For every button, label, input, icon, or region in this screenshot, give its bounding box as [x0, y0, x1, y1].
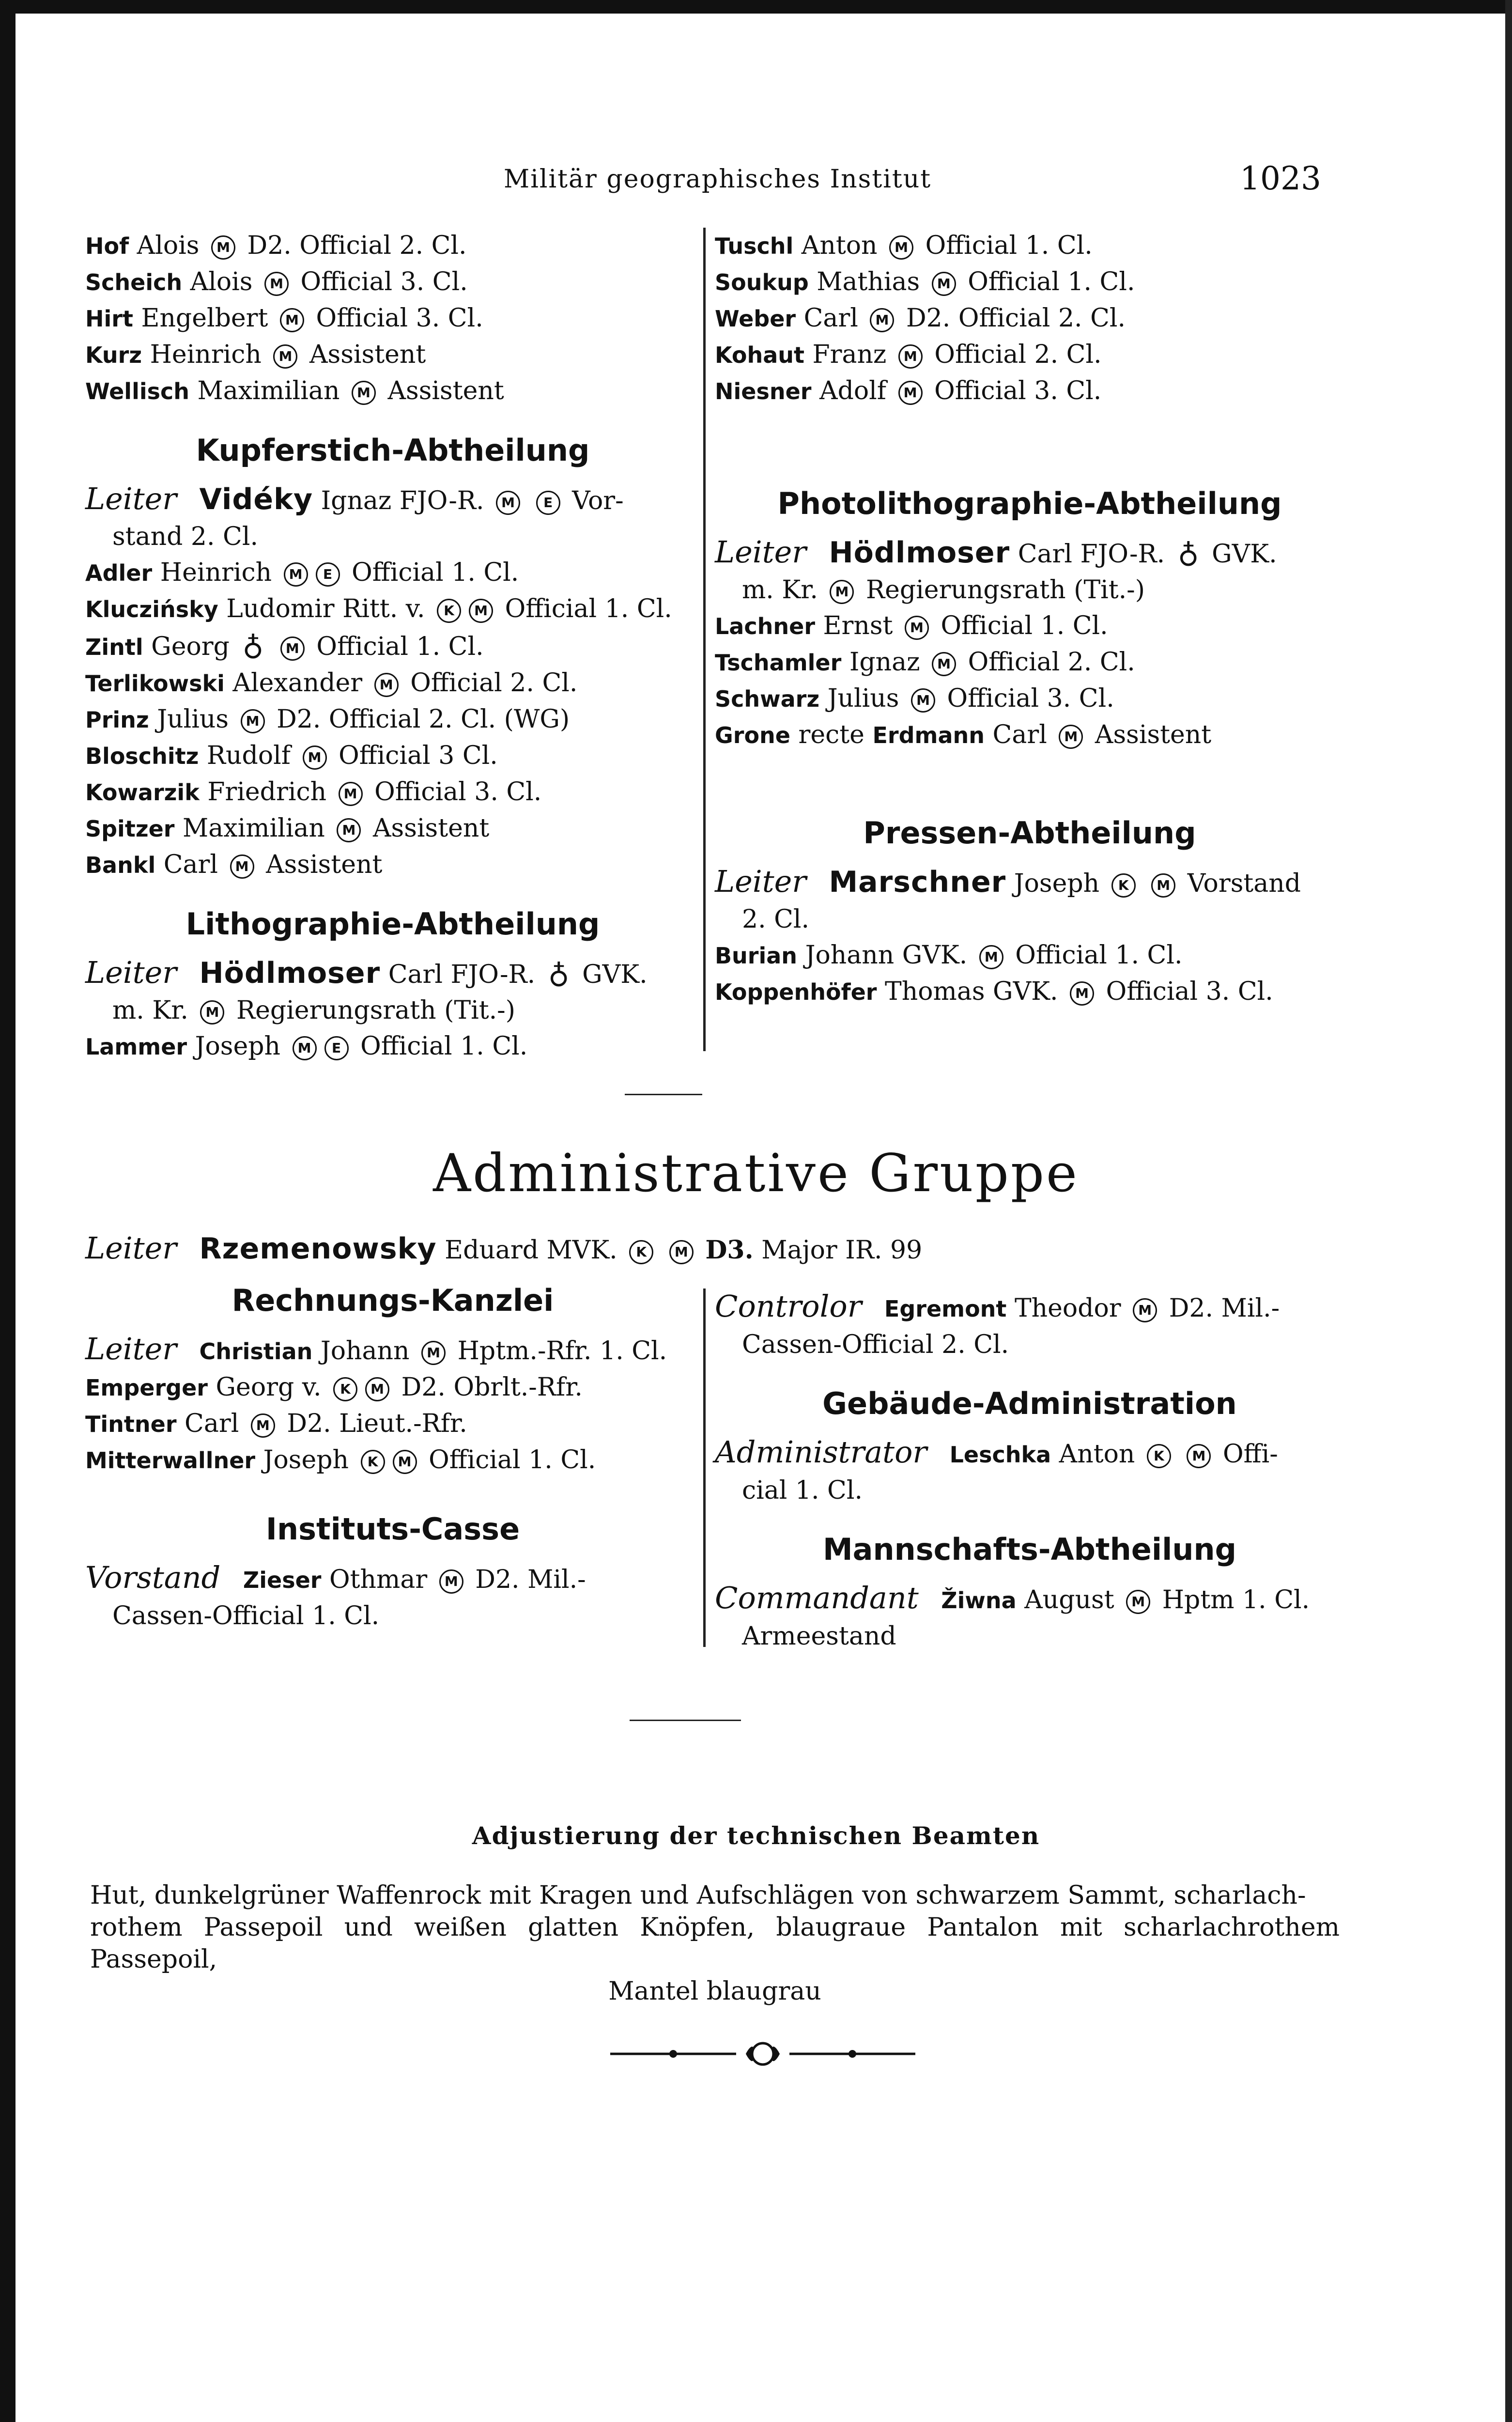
rank: Official 3. Cl.	[947, 684, 1114, 713]
pressen-leiter-cont: 2. Cl.	[742, 905, 810, 934]
m-order-icon: M	[352, 381, 376, 405]
e-order-icon: E	[316, 562, 340, 587]
grade: D2.	[287, 1409, 331, 1438]
list-item	[85, 1406, 700, 1442]
rank: Official 1. Cl.	[360, 1032, 528, 1061]
given-name: Heinrich	[150, 340, 262, 369]
lithographie-heading: Lithographie-Abtheilung	[185, 906, 600, 942]
leiter-grade: D3.	[705, 1235, 754, 1265]
surname: Weber	[715, 306, 796, 332]
photolithographie-leiter-cont	[715, 572, 1344, 608]
m-order-icon: M	[1151, 873, 1175, 898]
given-name: Heinrich	[160, 558, 272, 587]
list-item	[85, 264, 700, 300]
m-order-icon: M	[1070, 981, 1094, 1006]
surname: Lachner	[715, 613, 815, 639]
leiter-role: Leiter	[85, 1230, 177, 1266]
role-label: Vorstand	[85, 1560, 221, 1595]
surname: Soukup	[715, 269, 809, 295]
list-item	[85, 665, 700, 701]
adjustierung-line-3: Mantel blaugrau	[608, 1977, 821, 2006]
rank: Assistent	[1095, 720, 1212, 749]
lithographie-leiter	[85, 955, 700, 993]
mannschaft-cont: Armeestand	[742, 1622, 896, 1651]
adjustierung-text	[90, 1879, 1340, 2007]
controlor-cont: Cassen-Official 2. Cl.	[742, 1330, 1009, 1359]
role-label: Commandant	[715, 1580, 919, 1615]
lithographie-leiter-cont	[85, 993, 700, 1028]
rank: Official 1. Cl.	[941, 611, 1108, 640]
m-order-icon: M	[337, 818, 361, 842]
rank: Obrlt.-Rfr.	[453, 1373, 583, 1402]
surname: Tschamler	[715, 650, 842, 676]
given-name-alt: Carl	[992, 720, 1047, 749]
admin-right-column	[715, 1289, 1344, 1654]
k-order-icon: K	[333, 1377, 357, 1401]
scan-border-right	[1505, 0, 1512, 2422]
leiter-name: Marschner	[829, 865, 1006, 899]
list-item	[85, 847, 700, 883]
pressen-leiter	[715, 864, 1344, 901]
list-item	[85, 373, 700, 409]
mannschaft-entry	[715, 1580, 1344, 1618]
left-top-list	[85, 228, 700, 409]
m-order-icon: M	[439, 1569, 463, 1594]
list-item	[85, 810, 700, 847]
scan-border-left	[0, 0, 15, 2422]
rank: Assistent	[309, 340, 426, 369]
surname: Kowarzik	[85, 779, 200, 806]
m-order-icon: M	[264, 272, 289, 296]
k-order-icon: K	[437, 599, 461, 623]
m-order-icon: M	[365, 1377, 389, 1401]
k-order-icon: K	[361, 1450, 385, 1474]
rechnungs-heading: Rechnungs-Kanzlei	[231, 1283, 554, 1318]
m-order-icon: M	[251, 1413, 275, 1438]
leiter-rank: Regierungsrath (Tit.-)	[865, 575, 1145, 605]
m-order-icon: M	[469, 599, 493, 623]
surname: Hof	[85, 233, 129, 259]
surname: Grone	[715, 722, 790, 748]
m-order-icon: M	[339, 782, 363, 806]
leiter-tail: Vorstand	[1187, 869, 1301, 898]
person-name: Leschka	[949, 1442, 1051, 1468]
list-item	[715, 608, 1344, 644]
rank: Assistent	[387, 376, 504, 405]
column-divider-bottom	[703, 1289, 706, 1647]
grade: D2.	[247, 231, 292, 260]
leiter-mkr: m. Kr.	[742, 575, 818, 605]
m-order-icon: M	[293, 1036, 317, 1060]
surname: Burian	[715, 943, 798, 969]
given-name: Adolf	[819, 376, 887, 405]
m-order-icon: M	[979, 945, 1003, 969]
rank: Official 2. Cl.	[958, 304, 1126, 333]
given-name: Alois	[190, 267, 253, 296]
leiter-rank: Regierungsrath (Tit.-)	[236, 996, 516, 1025]
m-order-icon: M	[303, 745, 327, 770]
person-rest: Othmar	[329, 1565, 428, 1594]
given-name: Anton	[801, 231, 878, 260]
m-order-icon: M	[1187, 1444, 1211, 1468]
given-name: Friedrich	[207, 777, 327, 807]
surname: Scheich	[85, 269, 183, 295]
tail: Hptm 1. Cl.	[1162, 1585, 1310, 1615]
rank: Assistent	[372, 814, 490, 843]
leiter-name: Hödlmoser	[829, 536, 1010, 570]
list-item	[85, 228, 700, 264]
list-item	[85, 774, 700, 810]
surname: Niesner	[715, 378, 812, 404]
cassa-vorstand-cont: Cassen-Official 1. Cl.	[112, 1601, 380, 1630]
given-name: Georg	[151, 632, 230, 661]
m-order-icon: M	[421, 1341, 446, 1365]
section-rule-bottom	[630, 1720, 741, 1721]
surname: Mitterwallner	[85, 1447, 256, 1474]
surname: Lammer	[85, 1034, 187, 1060]
m-order-icon: M	[932, 652, 956, 676]
pressen-members	[715, 937, 1344, 1010]
given-name: Rudolf	[206, 741, 291, 770]
leiter-role: Leiter	[85, 955, 177, 990]
adjustierung-title: Adjustierung der technischen Beamten	[472, 1821, 1040, 1850]
section-rule-top	[625, 1094, 702, 1095]
e-order-icon: E	[536, 491, 560, 515]
adjustierung-line-1: Hut, dunkelgrüner Waffenrock mit Kragen und Aufschlägen von schwarzem Sammt, scharlach-	[90, 1881, 1306, 1910]
surname: Zintl	[85, 634, 143, 660]
m-order-icon: M	[932, 272, 956, 296]
gebaeude-entry	[715, 1434, 1344, 1473]
k-order-icon: K	[1111, 873, 1136, 898]
grade: D2.	[1169, 1294, 1214, 1323]
leiter-name: Vidéky	[199, 482, 313, 516]
rank: Lieut.-Rfr.	[339, 1409, 467, 1438]
m-order-icon: M	[870, 308, 894, 332]
m-order-icon: M	[280, 308, 304, 332]
admin-title: Administrative Gruppe	[433, 1143, 1079, 1204]
surname: Prinz	[85, 707, 149, 733]
given-name: Mathias	[817, 267, 920, 296]
surname: Emperger	[85, 1375, 208, 1401]
m-order-icon: M	[393, 1450, 417, 1474]
leiter-role: Leiter	[85, 1331, 177, 1366]
scan-border-top	[0, 0, 1512, 14]
list-item	[85, 701, 700, 738]
photolithographie-heading: Photolithographie-Abtheilung	[777, 486, 1282, 521]
leiter-rest: Carl FJO-R.	[1018, 540, 1165, 569]
m-order-icon: M	[898, 344, 923, 369]
tail: Mil.-	[527, 1565, 586, 1594]
leiter-name: Christian	[199, 1338, 313, 1365]
m-order-icon: M	[230, 854, 254, 879]
given-name: Georg v.	[216, 1373, 322, 1402]
gebaeude-heading: Gebäude-Administration	[822, 1386, 1237, 1421]
person-name: Egremont	[884, 1296, 1007, 1322]
leiter-tail: GVK.	[1212, 540, 1277, 569]
person-rest: August	[1024, 1585, 1114, 1615]
m-order-icon: M	[898, 381, 923, 405]
leiter-tail: Vor-	[572, 486, 624, 515]
admin-left-column	[85, 1269, 700, 1634]
given-name: Carl	[803, 304, 858, 333]
rank: Official 3. Cl.	[300, 267, 468, 296]
rank: Official 1. Cl.	[352, 558, 519, 587]
surname: Adler	[85, 560, 153, 586]
given-name: recte	[798, 720, 864, 749]
controlor-entry	[715, 1289, 1344, 1327]
grade: D2.	[906, 304, 951, 333]
leiter-rest: Carl FJO-R.	[388, 960, 536, 989]
role-label: Administrator	[715, 1434, 927, 1470]
surname-alt: Erdmann	[872, 722, 985, 748]
given-name: Thomas GVK.	[885, 977, 1058, 1006]
given-name: Carl	[163, 850, 218, 879]
given-name: Ludomir Ritt. v.	[226, 594, 425, 623]
list-item	[715, 974, 1344, 1010]
surname: Spitzer	[85, 816, 175, 842]
leiter-role: Leiter	[715, 864, 806, 899]
m-order-icon: M	[1126, 1590, 1150, 1614]
photolithographie-members	[715, 608, 1344, 753]
m-order-icon: M	[200, 1000, 224, 1025]
m-order-icon: M	[374, 673, 399, 697]
rank: Official 3 Cl.	[339, 741, 498, 770]
admin-leiter	[85, 1230, 922, 1266]
given-name: Johann GVK.	[805, 941, 968, 970]
person-rest: Theodor	[1014, 1294, 1121, 1323]
person-name: Žiwna	[941, 1587, 1017, 1614]
surname: Kluczińsky	[85, 596, 218, 622]
surname: Bankl	[85, 852, 156, 878]
rank: Official 3. Cl.	[316, 304, 483, 333]
given-name: Maximilian	[197, 376, 340, 405]
surname: Schwarz	[715, 686, 820, 712]
list-item	[715, 681, 1344, 717]
given-name: Alois	[137, 231, 200, 260]
list-item	[715, 644, 1344, 681]
given-name: Ernst	[823, 611, 893, 640]
list-item	[85, 555, 700, 591]
kupferstich-heading: Kupferstich-Abtheilung	[196, 433, 590, 468]
m-order-icon: M	[284, 562, 308, 587]
m-order-icon: M	[1133, 1298, 1157, 1322]
m-order-icon: M	[241, 709, 265, 733]
leiter-role: Leiter	[715, 534, 806, 570]
given-name: Joseph	[195, 1032, 281, 1061]
k-order-icon: K	[629, 1240, 653, 1264]
given-name: Julius	[827, 684, 899, 713]
m-order-icon: M	[830, 580, 854, 604]
leiter-name: Hödlmoser	[199, 956, 381, 990]
tail: Offi-	[1223, 1440, 1278, 1469]
adjustierung-line-2: rothem Passepoil und weißen glatten Knöpfen, blaugraue Pantalon mit scharlachrothem Passepoil,	[90, 1913, 1340, 1974]
kupferstich-leiter	[85, 481, 700, 519]
given-name: Maximilian	[183, 814, 325, 843]
rank: Official 3. Cl.	[374, 777, 542, 807]
surname: Kurz	[85, 342, 142, 368]
m-order-icon: M	[211, 235, 235, 260]
list-item	[715, 264, 1344, 300]
role-label: Controlor	[715, 1289, 862, 1324]
lithographie-members	[85, 1028, 700, 1065]
m-order-icon: M	[905, 616, 929, 640]
running-title: Militär geographisches Institut	[504, 165, 932, 194]
right-top-list	[715, 228, 1344, 409]
grade: D2.	[277, 705, 321, 734]
rechnungs-leiter	[85, 1331, 700, 1369]
list-item	[85, 300, 700, 337]
rank: Assistent	[266, 850, 383, 879]
list-item	[85, 591, 700, 627]
leiter-mkr: m. Kr.	[112, 996, 188, 1025]
list-item	[85, 337, 700, 373]
column-divider-top	[703, 228, 706, 1051]
surname: Terlikowski	[85, 670, 225, 697]
list-item	[715, 228, 1344, 264]
m-order-icon: M	[889, 235, 913, 260]
given-name: Engelbert	[141, 304, 268, 333]
rank: Official 1. Cl.	[316, 632, 484, 661]
mannschaft-heading: Mannschafts-Abtheilung	[822, 1532, 1237, 1567]
m-order-icon: M	[911, 688, 935, 713]
kupferstich-leiter-cont: stand 2. Cl.	[112, 522, 258, 551]
rank: Official 1. Cl.	[429, 1445, 596, 1475]
leiter-tail: Hptm.-Rfr. 1. Cl.	[457, 1336, 667, 1366]
list-item	[85, 738, 700, 774]
ornament-icon	[605, 2039, 920, 2068]
rank: Official 1. Cl.	[925, 231, 1093, 260]
rank: Official 1. Cl.	[505, 594, 672, 623]
rechnungs-members	[85, 1369, 700, 1478]
leiter-rest: Ignaz FJO-R.	[321, 486, 484, 515]
e-order-icon: E	[324, 1036, 349, 1060]
m-order-icon: M	[496, 491, 520, 515]
pressen-heading: Pressen-Abtheilung	[863, 815, 1196, 851]
leiter-rest: Eduard MVK.	[445, 1236, 617, 1265]
grade: D2.	[475, 1565, 520, 1594]
surname: Kohaut	[715, 342, 804, 368]
list-item	[715, 337, 1344, 373]
photolithographie-leiter	[715, 534, 1344, 572]
cassa-vorstand	[85, 1560, 700, 1598]
gebaeude-cont: cial 1. Cl.	[742, 1476, 863, 1505]
leiter-tail: GVK.	[582, 960, 648, 989]
leiter-rest: Joseph	[1014, 869, 1100, 898]
left-column	[85, 228, 700, 1065]
surname: Hirt	[85, 306, 133, 332]
leiter-tail: Major IR. 99	[761, 1236, 923, 1265]
list-item	[715, 373, 1344, 409]
rank: Official 2. Cl.	[968, 648, 1135, 677]
m-order-icon: M	[669, 1240, 694, 1264]
kupferstich-members	[85, 555, 700, 883]
rank: Official 3. Cl.	[934, 376, 1102, 405]
given-name: Alexander	[232, 668, 363, 698]
surname: Wellisch	[85, 378, 189, 404]
rank: Official 1. Cl.	[1015, 941, 1183, 970]
m-order-icon: M	[1059, 725, 1083, 749]
rank: Official 2. Cl. (WG)	[328, 705, 570, 734]
given-name: Franz	[812, 340, 887, 369]
rank: Official 2. Cl.	[410, 668, 578, 698]
given-name: Joseph	[263, 1445, 349, 1475]
cross-icon: ♁	[1177, 536, 1199, 570]
given-name: Carl	[185, 1409, 239, 1438]
m-order-icon: M	[273, 344, 297, 369]
cross-icon: ♁	[242, 628, 264, 662]
m-order-icon: M	[280, 637, 305, 661]
list-item	[85, 1028, 700, 1065]
surname: Tintner	[85, 1411, 177, 1437]
list-item	[715, 717, 1344, 753]
surname: Koppenhöfer	[715, 979, 877, 1005]
list-item	[715, 937, 1344, 974]
rank: Official 3. Cl.	[1106, 977, 1273, 1006]
person-rest: Anton	[1059, 1440, 1135, 1469]
rank: Official 2. Cl.	[299, 231, 467, 260]
list-item	[85, 1442, 700, 1478]
tail: Mil.-	[1221, 1294, 1280, 1323]
leiter-name: Rzemenowsky	[199, 1232, 437, 1266]
given-name: Julius	[157, 705, 229, 734]
right-column	[715, 228, 1344, 1010]
k-order-icon: K	[1147, 1444, 1171, 1468]
cross-icon: ♁	[548, 956, 570, 990]
list-item	[85, 1369, 700, 1406]
surname: Tuschl	[715, 233, 794, 259]
list-item	[85, 627, 700, 665]
page-number: 1023	[1240, 160, 1321, 197]
given-name: Ignaz	[849, 648, 920, 677]
grade: D2.	[401, 1373, 446, 1402]
rank: Official 1. Cl.	[968, 267, 1135, 296]
cassa-heading: Instituts-Casse	[265, 1511, 520, 1547]
leiter-rest: Johann	[320, 1336, 410, 1366]
person-name: Zieser	[243, 1567, 322, 1593]
surname: Bloschitz	[85, 743, 199, 769]
list-item	[715, 300, 1344, 337]
rank: Official 2. Cl.	[934, 340, 1102, 369]
leiter-role: Leiter	[85, 481, 177, 516]
